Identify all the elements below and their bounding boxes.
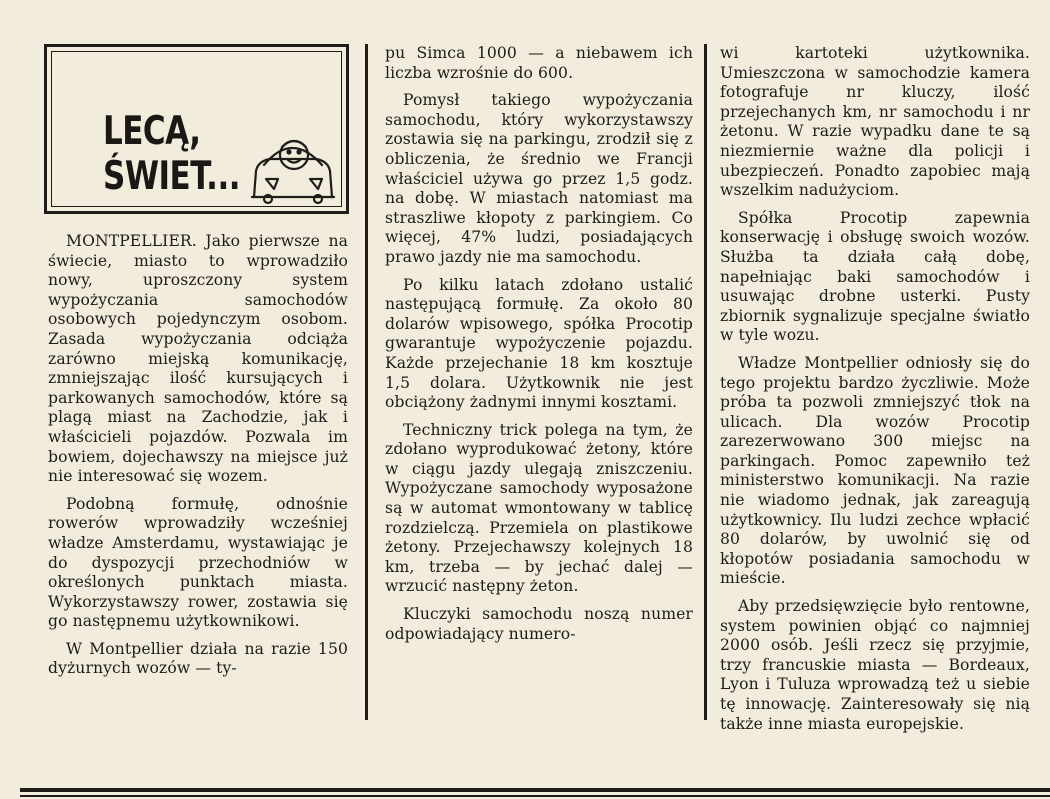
paragraph: Pomysł takiego wypożyczania samochodu, który wykorzystawszy zostawia się na parkingu, zrodził się z obliczenia, że średnio we Francji właściciel używa go przez 1,5 godz. na dobę. W miastach natomiast ma straszliwe kłopoty z parkingiem. Co więcej, 47% ludzi, posiadających prawo jazdy nie ma samochodu.	[385, 91, 693, 266]
paragraph: MONTPELLIER. Jako pierwsze na świecie, miasto to wprowadziło nowy, uproszczony system wypożyczania samochodów osobowych pojedynczym osobom. Zasada wypożyczania odciąża zarówno miejską komunikację, zmniejszając ilość kursujących i parkowanych samochodów, które są plagą miast na Zachodzie, jak i właścicieli pojazdów. Pozwala im bowiem, dojechawszy na miejsce już nie interesować się wozem.	[48, 232, 348, 486]
paragraph: Techniczny trick polega na tym, że zdołano wyprodukować żetony, które w ciągu jazdy ulegają zniszczeniu. Wypożyczane samochody wyposażone są w automat wmontowany w tablicę rozdzielczą. Przemiela on plastikowe żetony. Przejechawszy kolejnych 18 km, trzeba — by jechać dalej — wrzucić następny żeton.	[385, 420, 693, 596]
paragraph: Spółka Procotip zapewnia konserwację i obsługę swoich wozów. Służba ta działa całą dobę, napełniając baki samochodów i usuwając drobne usterki. Pusty zbiornik sygnalizuje specjalne światło w tyle wozu.	[720, 208, 1030, 345]
article-column-1	[48, 232, 348, 687]
paragraph: Kluczyki samochodu noszą numer odpowiadający numero-	[385, 605, 693, 643]
headline-box	[44, 44, 349, 214]
article-column-3	[720, 44, 1030, 742]
column-divider	[365, 44, 368, 720]
paragraph: wi kartoteki użytkownika. Umieszczona w samochodzie kamera fotografuje nr kluczy, ilość przejechanych km, nr samochodu i nr żetonu. W razie wypadku dane te są niezmiernie ważne dla policji i ubezpieczeń. Ponadto zapobiec mają wszelkim nadużyciom.	[720, 44, 1030, 200]
paragraph: Po kilku latach zdołano ustalić następującą formułę. Za około 80 dolarów wpisowego, spółka Procotip gwarantuje wypożyczenie pojazdu. Każde przejechanie 18 km kosztuje 1,5 dolara. Użytkownik nie jest obciążony żadnymi innymi kosztami.	[385, 275, 693, 412]
paragraph: pu Simca 1000 — a niebawem ich liczba wzrośnie do 600.	[385, 44, 693, 82]
paragraph: W Montpellier działa na razie 150 dyżurnych wozów — ty-	[48, 639, 348, 678]
bottom-rule	[20, 788, 1050, 792]
article-column-2	[385, 44, 693, 652]
column-divider	[704, 44, 707, 720]
paragraph: Władze Montpellier odniosły się do tego projektu bardzo życzliwie. Może próba ta pozwoli zmniejszyć tłok na ulicach. Dla wozów Procotip zarezerwowano 300 miejsc na parkingach. Pomoc zapewniło też ministerstwo komunikacji. Na razie nie wiadomo jednak, jak zareagują użytkownicy. Ilu ludzi zechce wpłacić 80 dolarów, by uwolnić się od kłopotów posiadania samochodu w mieście.	[720, 353, 1030, 588]
paragraph: Aby przedsięwzięcie było rentowne, system powinien objąć co najmniej 2000 osób. Jeśli rzecz się przyjmie, trzy francuskie miasta — Bordeaux, Lyon i Tuluza wprowadzą też u siebie tę innowację. Zainteresowały się nią także inne miasta europejskie.	[720, 597, 1030, 733]
bottom-rule-thin	[20, 795, 1050, 797]
car-cartoon-icon	[244, 125, 340, 205]
headline-title: LECĄ, ŚWIET...	[103, 109, 240, 199]
paragraph: Podobną formułę, odnośnie rowerów wprowadziły wcześniej władze Amsterdamu, wystawiając je do dyspozycji przechodniów w określonych punktach miasta. Wykorzystawszy rower, zostawia się go następnemu użytkownikowi.	[48, 494, 348, 631]
